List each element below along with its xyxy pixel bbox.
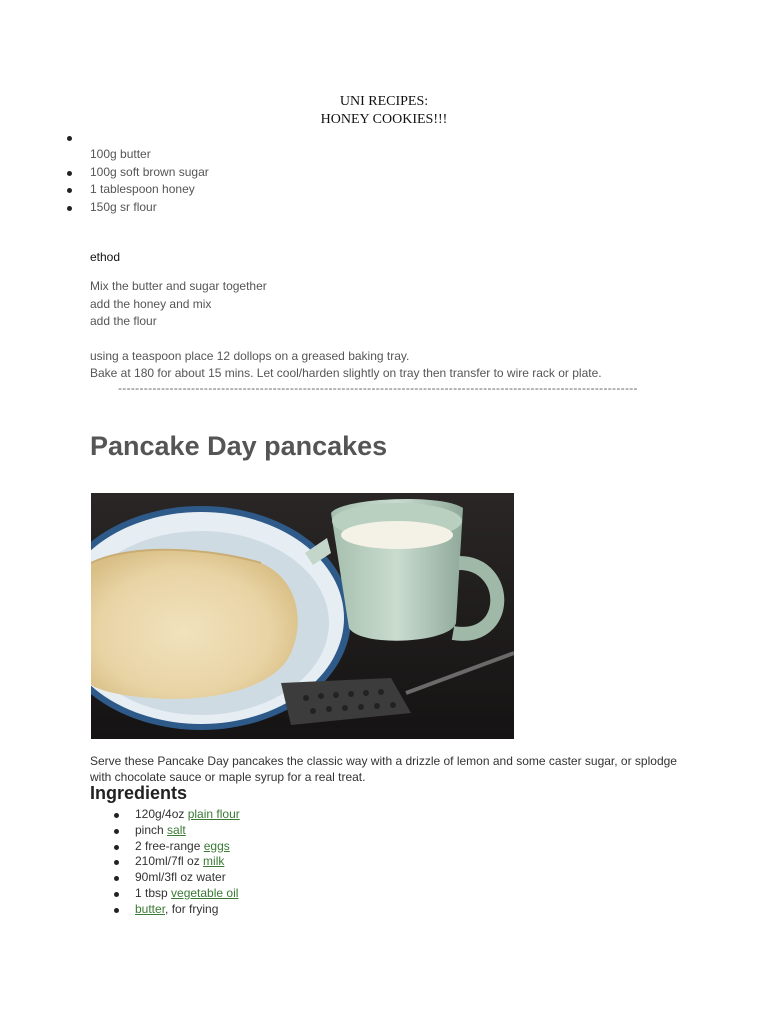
- ingredient-item: 100g butter: [90, 147, 151, 161]
- ingredient-link-milk[interactable]: milk: [203, 854, 225, 869]
- ingredient-item: [135, 870, 240, 886]
- ingredient-item: [135, 854, 240, 870]
- method-steps: [90, 278, 602, 383]
- bullet-3: [67, 188, 72, 193]
- bullet-dot: [114, 829, 119, 834]
- method-line: add the honey and mix: [90, 296, 212, 311]
- pancake-photo: [91, 493, 514, 739]
- ingredient-link-eggs[interactable]: eggs: [203, 838, 230, 853]
- ingredient-link-vegetable-oil[interactable]: vegetable oil: [171, 885, 239, 900]
- bullet-dot: [114, 845, 119, 850]
- method-line: Mix the butter and sugar together: [90, 279, 267, 293]
- bullet-dot: [114, 892, 119, 897]
- ingredients-heading: Ingredients: [90, 783, 188, 803]
- ingredient-item: 150g sr flour: [90, 199, 157, 214]
- bullet-empty: [67, 136, 72, 141]
- recipe-title-line2: HONEY COOKIES!!!: [320, 112, 448, 127]
- ingredient-item: [135, 839, 240, 855]
- ingredient-link-plain-flour[interactable]: plain flour: [187, 807, 240, 821]
- ingredient-prefix: 1 tbsp: [135, 885, 172, 900]
- divider: -------------------------------------------------------------------------------------------------------------------------: [118, 381, 638, 395]
- ingredient-item: 1 tablespoon honey: [90, 182, 195, 196]
- pancake-title: Pancake Day pancakes: [90, 431, 388, 461]
- ingredient-item: [135, 886, 240, 902]
- ingredient-link-butter[interactable]: butter: [135, 901, 166, 916]
- ingredient-prefix: 2 free-range: [135, 838, 204, 853]
- ingredient-prefix: pinch: [135, 822, 168, 837]
- ingredient-item: [135, 807, 240, 823]
- pancake-ingredients: [135, 807, 240, 918]
- ingredient-item: [135, 823, 240, 839]
- method-line: Bake at 180 for about 15 mins. Let cool/harden slightly on tray then transfer to wire rack or plate.: [90, 366, 602, 380]
- bullet-dot: [114, 876, 119, 881]
- ingredient-prefix: 90ml/3fl oz water: [135, 870, 226, 885]
- method-line: using a teaspoon place 12 dollops on a greased baking tray.: [90, 348, 410, 363]
- recipe-title-line1: UNI RECIPES:: [339, 94, 429, 109]
- ingredient-suffix: , for frying: [165, 901, 219, 916]
- ingredient-prefix: 120g/4oz: [135, 807, 188, 821]
- method-line: add the flour: [90, 314, 157, 328]
- ingredient-item: 100g soft brown sugar: [90, 164, 209, 179]
- ingredient-link-salt[interactable]: salt: [167, 822, 186, 837]
- bullet-2: [67, 171, 72, 176]
- bullet-dot: [114, 813, 119, 818]
- pancake-description: Serve these Pancake Day pancakes the classic way with a drizzle of lemon and some caster sugar, or splodge with chocolate sauce or maple syrup for a real treat.: [90, 754, 677, 784]
- ingredient-prefix: 210ml/7fl oz: [135, 854, 204, 869]
- bullet-dot: [114, 860, 119, 865]
- method-label: ethod: [90, 250, 121, 264]
- bullet-dot: [114, 908, 119, 913]
- bullet-4: [67, 206, 72, 211]
- ingredient-item: [135, 902, 240, 918]
- honey-cookies-ingredients: [90, 146, 209, 216]
